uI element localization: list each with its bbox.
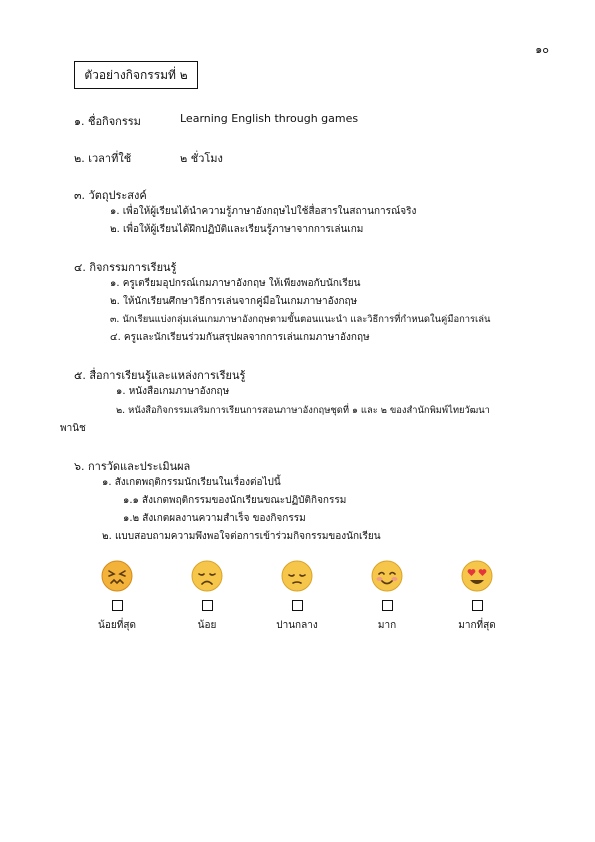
confounded-face-icon	[101, 560, 133, 592]
section-5-heading: ๕. สื่อการเรียนรู้และแหล่งการเรียนรู้	[74, 369, 246, 382]
evaluation-item: ๑. สังเกตพฤติกรรมนักเรียนในเรื่องต่อไปนี้	[102, 477, 281, 488]
rating-checkbox-most[interactable]	[472, 600, 483, 611]
rating-checkbox-least[interactable]	[112, 600, 123, 611]
rating-checkbox-moderate[interactable]	[292, 600, 303, 611]
page-number: ๑๐	[535, 43, 549, 56]
rating-label: ปานกลาง	[276, 620, 318, 631]
heart-eyes-face-icon	[461, 560, 493, 592]
pensive-face-icon	[281, 560, 313, 592]
activity-title-box	[74, 61, 198, 89]
activity-step: ๒. ให้นักเรียนศึกษาวิธีการเล่นจากคู่มือในเกมภาษาอังกฤษ	[110, 296, 358, 307]
section-2-value: ๒ ชั่วโมง	[180, 152, 223, 165]
activity-step: ๓. นักเรียนแบ่งกลุ่มเล่นเกมภาษาอังกฤษตามขั้นตอนแนะนำ และวิธีการที่กำหนดในคู่มือการเล่น	[110, 314, 491, 325]
section-1-value: Learning English through games	[180, 112, 359, 125]
section-1-label: ๑. ชื่อกิจกรรม	[74, 115, 141, 128]
media-item: ๑. หนังสือเกมภาษาอังกฤษ	[116, 386, 230, 397]
rating-label: น้อยที่สุด	[98, 620, 136, 631]
rating-label: มากที่สุด	[458, 620, 496, 631]
section-2-label: ๒. เวลาที่ใช้	[74, 152, 132, 165]
media-item: ๒. หนังสือกิจกรรมเสริมการเรียนการสอนภาษาอังกฤษชุดที่ ๑ และ ๒ ของสำนักพิมพ์ไทยวัฒนา	[116, 405, 490, 416]
objective-item: ๑. เพื่อให้ผู้เรียนได้นำความรู้ภาษาอังกฤษไปใช้สื่อสารในสถานการณ์จริง	[110, 206, 417, 217]
rating-label: มาก	[377, 620, 397, 631]
evaluation-subitem: ๑.๒ สังเกตผลงานความสำเร็จ ของกิจกรรม	[123, 513, 306, 524]
rating-checkbox-less[interactable]	[202, 600, 213, 611]
activity-step: ๔. ครูและนักเรียนร่วมกันสรุปผลจากการเล่นเกมภาษาอังกฤษ	[110, 332, 370, 343]
activity-step: ๑. ครูเตรียมอุปกรณ์เกมภาษาอังกฤษ ให้เพียงพอกับนักเรียน	[110, 278, 361, 289]
rating-checkbox-much[interactable]	[382, 600, 393, 611]
disappointed-face-icon	[191, 560, 223, 592]
activity-title: ตัวอย่างกิจกรรมที่ ๒	[84, 67, 188, 82]
section-4-heading: ๔. กิจกรรมการเรียนรู้	[74, 261, 177, 274]
evaluation-subitem: ๑.๑ สังเกตพฤติกรรมของนักเรียนขณะปฏิบัติกิจกรรม	[123, 495, 347, 506]
section-3-heading: ๓. วัตถุประสงค์	[74, 189, 147, 202]
evaluation-item: ๒. แบบสอบถามความพึงพอใจต่อการเข้าร่วมกิจกรรมของนักเรียน	[102, 531, 381, 542]
smiling-face-icon	[371, 560, 403, 592]
section-6-heading: ๖. การวัดและประเมินผล	[74, 460, 191, 473]
rating-label: น้อย	[197, 620, 217, 631]
media-item-wrap: พานิช	[60, 423, 86, 434]
objective-item: ๒. เพื่อให้ผู้เรียนได้ฝึกปฏิบัติและเรียนรู้ภาษาจากการเล่นเกม	[110, 224, 364, 235]
